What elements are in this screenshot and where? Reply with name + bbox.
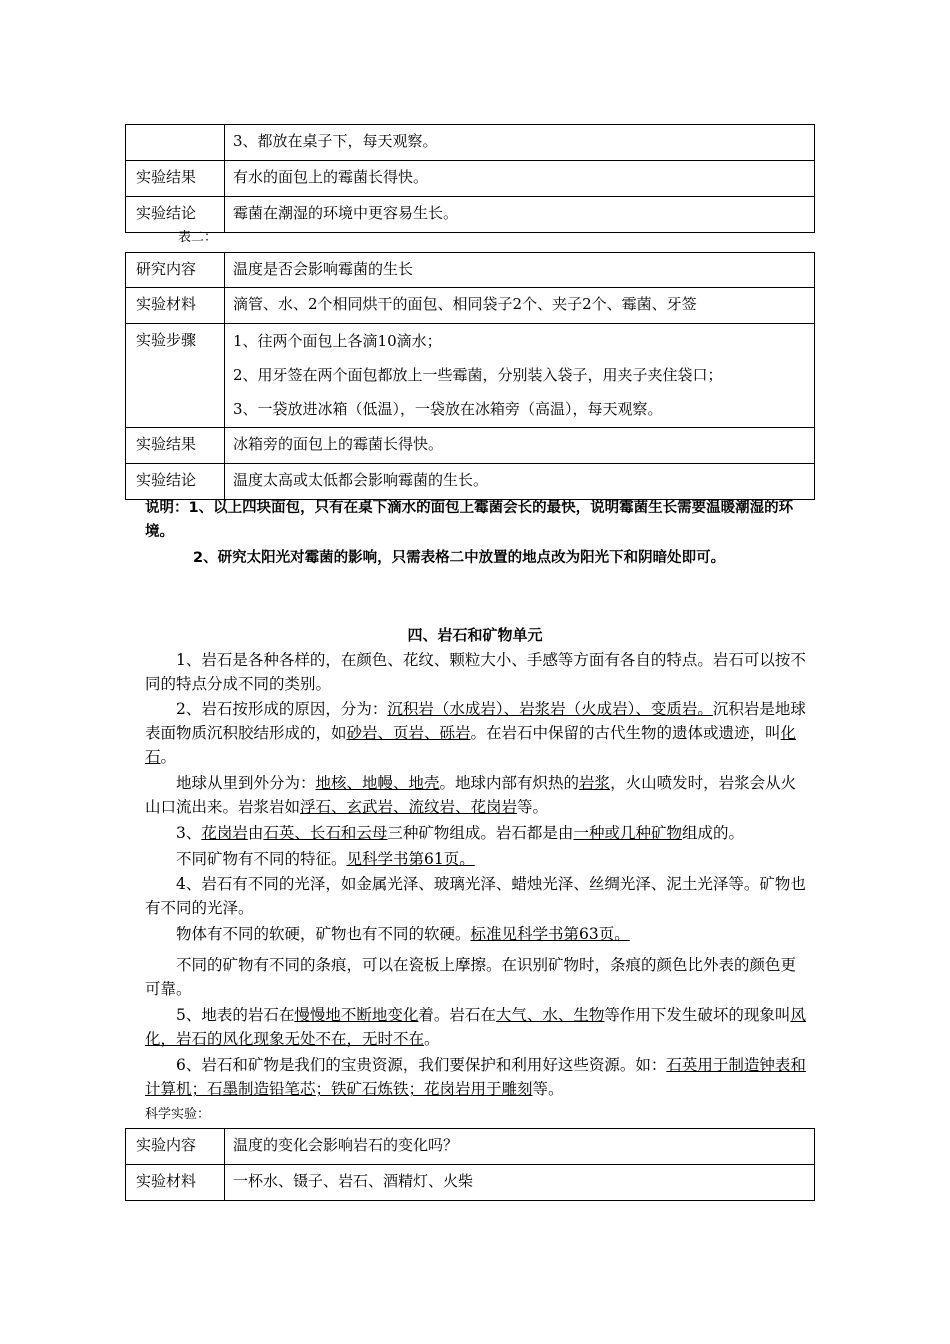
row-label: 实验结果 [126, 428, 225, 464]
table-row [126, 324, 815, 428]
row-text: 温度太高或太低都会影响霉菌的生长。 [225, 464, 815, 500]
row-label: 实验材料 [126, 1165, 225, 1201]
table-row [126, 253, 815, 288]
book-reference-61: 见科学书第61页。 [346, 850, 475, 868]
weathering-definition: 风化，岩石的风化现象无处不在，无时不在 [145, 1006, 806, 1048]
row-text: 冰箱旁的面包上的霉菌长得快。 [225, 428, 815, 464]
row-text: 霉菌在潮湿的环境中更容易生长。 [225, 197, 815, 233]
table-row [126, 1165, 815, 1201]
row-text: 一杯水、镊子、岩石、酒精灯、火柴 [225, 1165, 815, 1201]
row-label: 实验结果 [126, 161, 225, 197]
table-row [126, 1129, 815, 1165]
paragraph-5: 不同矿物有不同的特征。见科学书第61页。 [176, 850, 475, 868]
paragraph-8: 不同的矿物有不同的条痕，可以在瓷板上摩擦。在识别矿物时，条痕的颜色比外表的颜色更可靠。 [145, 956, 797, 998]
granite-term: 花岗岩 [201, 824, 248, 842]
paragraph-9: 5、地表的岩石在慢慢地不断地变化着。岩石在大气、水、生物等作用下发生破坏的现象叫风化，岩石的风化现象无处不在，无时不在。 [145, 1006, 806, 1048]
mineral-composition: 一种或几种矿物 [573, 824, 682, 842]
table-row [126, 161, 815, 197]
table-3-caption: 科学实验： [145, 1107, 211, 1122]
row-label: 实验步骤 [126, 324, 225, 428]
step-item: 1、往两个面包上各滴10滴水； [233, 332, 442, 350]
paragraph-10: 6、岩石和矿物是我们的宝贵资源，我们要保护和利用好这些资源。如：石英用于制造钟表和计算机；石墨制造铅笔芯；铁矿石炼铁；花岗岩用于雕刻等。 [145, 1056, 806, 1098]
igneous-examples: 浮石、玄武岩、流纹岩、花岗岩 [300, 798, 518, 816]
paragraph-4: 3、花岗岩由石英、长石和云母三种矿物组成。岩石都是由一种或几种矿物组成的。 [176, 824, 744, 842]
row-label: 实验结论 [126, 464, 225, 500]
row-text: 温度的变化会影响岩石的变化吗？ [225, 1129, 815, 1165]
slow-change: 慢慢地不断地变化 [294, 1006, 419, 1024]
table-2-caption: 表二： [178, 230, 218, 245]
table-row [126, 197, 815, 233]
sedimentary-examples: 砂岩、页岩、砾岩 [346, 724, 471, 742]
granite-minerals: 石英、长石和云母 [263, 824, 388, 842]
table-row [126, 288, 815, 324]
step-item: 2、用牙签在两个面包都放上一些霉菌，分别装入袋子，用夹子夹住袋口； [233, 366, 723, 384]
step-item: 3、一袋放进冰箱（低温），一袋放在冰箱旁（高温），每天观察。 [233, 400, 663, 418]
row-label [126, 125, 225, 161]
table-row [126, 125, 815, 161]
book-reference-63: 标准见科学书第63页。 [470, 925, 630, 943]
fossil-term: 化石 [145, 724, 797, 766]
note-1: 说明：1、以上四块面包，只有在桌下滴水的面包上霉菌会长的最快，说明霉菌生长需要温暖潮湿的环境。 [145, 500, 794, 540]
table-1 [125, 124, 815, 233]
row-text: 3、都放在桌子下，每天观察。 [225, 125, 815, 161]
row-label: 实验材料 [126, 288, 225, 324]
table-2 [125, 252, 815, 500]
rock-types: 沉积岩（水成岩）、岩浆岩（火成岩）、变质岩。 [387, 700, 713, 718]
row-label: 实验内容 [126, 1129, 225, 1165]
steps-cell [225, 324, 815, 428]
row-text: 有水的面包上的霉菌长得快。 [225, 161, 815, 197]
resource-uses: 石英用于制造钟表和计算机；石墨制造铅笔芯；铁矿石炼铁；花岗岩用于雕刻 [145, 1056, 806, 1098]
paragraph-7: 物体有不同的软硬，矿物也有不同的软硬。标准见科学书第63页。 [176, 925, 630, 943]
paragraph-3: 地球从里到外分为：地核、地幔、地壳。地球内部有炽热的岩浆，火山喷发时，岩浆会从火山口流出来。岩浆岩如浮石、玄武岩、流纹岩、花岗岩等。 [145, 774, 797, 816]
section-title: 四、岩石和矿物单元 [407, 626, 543, 644]
table-row [126, 428, 815, 464]
paragraph-6: 4、岩石有不同的光泽，如金属光泽、玻璃光泽、蜡烛光泽、丝绸光泽、泥土光泽等。矿物也有不同的光泽。 [145, 875, 806, 917]
row-label: 研究内容 [126, 253, 225, 288]
earth-layers: 地核、地幔、地壳 [315, 774, 440, 792]
paragraph-2: 2、岩石按形成的原因，分为：沉积岩（水成岩）、岩浆岩（火成岩）、变质岩。沉积岩是地球表面物质沉积胶结形成的，如砂岩、页岩、砾岩。在岩石中保留的古代生物的遗体或遗迹，叫化石。 [145, 700, 806, 766]
paragraph-1: 1、岩石是各种各样的，在颜色、花纹、颗粒大小、手感等方面有各自的特点。岩石可以按不同的特点分成不同的类别。 [145, 651, 806, 693]
row-text: 滴管、水、2个相同烘干的面包、相同袋子2个、夹子2个、霉菌、牙签 [225, 288, 815, 324]
magma-term: 岩浆 [579, 774, 611, 792]
table-3 [125, 1128, 815, 1201]
row-text: 温度是否会影响霉菌的生长 [225, 253, 815, 288]
note-2: 2、研究太阳光对霉菌的影响，只需表格二中放置的地点改为阳光下和阴暗处即可。 [193, 550, 726, 566]
table-row [126, 464, 815, 500]
row-label: 实验结论 [126, 197, 225, 233]
weathering-agents: 大气、水、生物 [495, 1006, 605, 1024]
